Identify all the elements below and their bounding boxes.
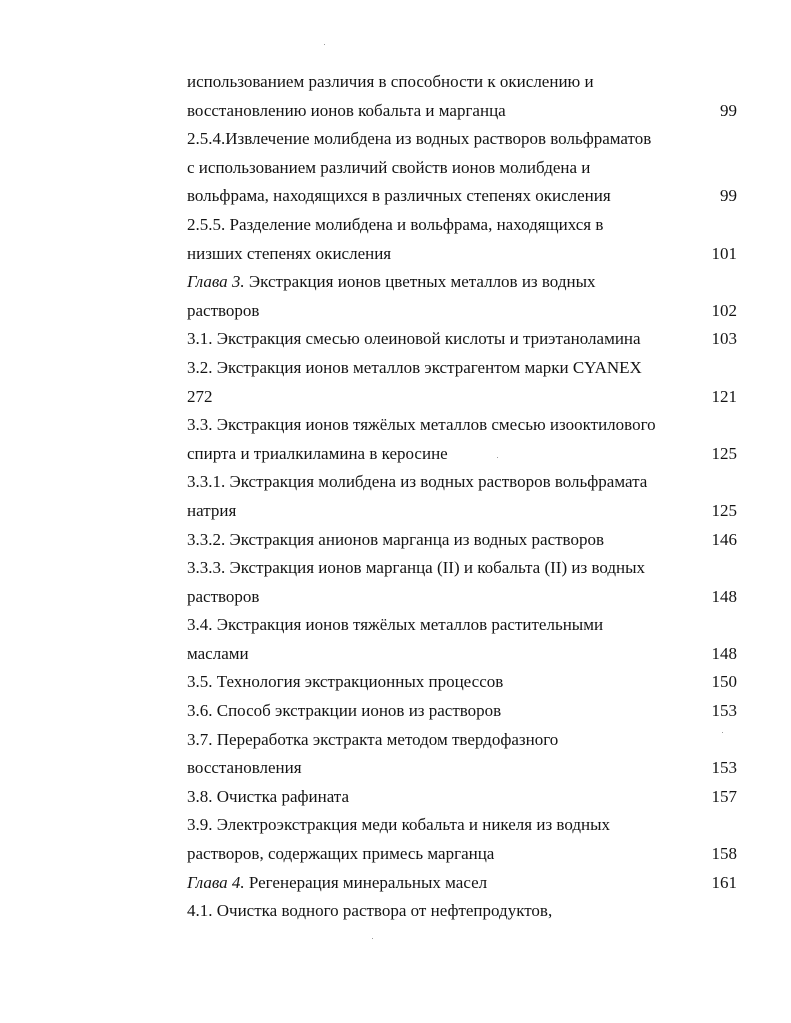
toc-line-text: 3.5. Технология экстракционных процессов (187, 672, 504, 692)
toc-entry (187, 268, 737, 325)
toc-line-text: растворов (187, 300, 260, 320)
toc-line-text: 3.3. Экстракция ионов тяжёлых металлов смесью изооктилового (187, 415, 656, 435)
toc-line (187, 640, 737, 669)
toc-line (187, 125, 737, 154)
table-of-contents (187, 68, 737, 926)
toc-line-text: 3.8. Очистка рафината (187, 786, 349, 806)
page-number: 148 (711, 643, 737, 663)
toc-line-text: натрия (187, 500, 237, 520)
toc-entry (187, 354, 737, 411)
toc-line (187, 897, 737, 926)
page-number: 125 (711, 500, 737, 520)
toc-line (187, 383, 737, 412)
toc-line-text: 3.3.3. Экстракция ионов марганца (II) и кобальта (II) из водных (187, 558, 646, 578)
page-number: 146 (711, 529, 737, 549)
toc-line (187, 154, 737, 183)
toc-line-text: Экстракция ионов цветных металлов из водных (244, 272, 596, 292)
page-number: 161 (711, 872, 737, 892)
toc-line (187, 811, 737, 840)
toc-line-text: 4.1. Очистка водного раствора от нефтепродуктов, (187, 901, 553, 921)
toc-line (187, 554, 737, 583)
page-number: 102 (711, 300, 737, 320)
toc-line-text: восстановлению ионов кобальта и марганца (187, 100, 506, 120)
toc-line (187, 840, 737, 869)
page-number: 101 (711, 243, 737, 263)
page-number: 148 (711, 586, 737, 606)
toc-line-text: 3.3.2. Экстракция анионов марганца из водных растворов (187, 529, 604, 549)
page-number: 99 (720, 186, 737, 206)
toc-line (187, 611, 737, 640)
toc-line (187, 268, 737, 297)
page-number: 150 (711, 672, 737, 692)
toc-entry (187, 325, 737, 354)
toc-line (187, 354, 737, 383)
toc-line (187, 754, 737, 783)
toc-line (187, 182, 737, 211)
toc-line (187, 697, 737, 726)
toc-line (187, 497, 737, 526)
toc-entry (187, 411, 737, 468)
toc-line (187, 297, 737, 326)
toc-line-text: маслами (187, 643, 249, 663)
toc-line-text: 3.7. Переработка экстракта методом твердофазного (187, 729, 559, 749)
page-number: 158 (711, 844, 737, 864)
toc-entry (187, 468, 737, 525)
page-number: 153 (711, 701, 737, 721)
chapter-label: Глава 3. (187, 272, 245, 292)
toc-line-text: низших степенях окисления (187, 243, 392, 263)
toc-entry (187, 697, 737, 726)
page-number: 153 (711, 758, 737, 778)
toc-line-text: 3.9. Электроэкстракция меди кобальта и никеля из водных (187, 815, 611, 835)
toc-entry (187, 68, 737, 125)
page-number: 157 (711, 786, 737, 806)
toc-entry (187, 869, 737, 898)
toc-entry (187, 554, 737, 611)
toc-entry (187, 526, 737, 555)
toc-entry (187, 668, 737, 697)
toc-entry (187, 783, 737, 812)
toc-line (187, 668, 737, 697)
toc-line (187, 440, 737, 469)
toc-line-text: вольфрама, находящихся в различных степенях окисления (187, 186, 611, 206)
toc-line-text: Регенерация минеральных масел (244, 872, 488, 892)
page-number: 99 (720, 100, 737, 120)
toc-line (187, 583, 737, 612)
toc-line-text: 2.5.5. Разделение молибдена и вольфрама, находящихся в (187, 214, 604, 234)
toc-entry (187, 726, 737, 783)
toc-line-text: 3.2. Экстракция ионов металлов экстрагентом марки CYANEX (187, 357, 642, 377)
toc-line-text: 272 (187, 386, 213, 406)
scan-speck (372, 938, 373, 939)
toc-line (187, 869, 737, 898)
toc-line (187, 783, 737, 812)
toc-line-text: спирта и триалкиламина в керосине (187, 443, 448, 463)
toc-line-text: 2.5.4.Извлечение молибдена из водных растворов вольфраматов (187, 129, 652, 149)
toc-line (187, 240, 737, 269)
toc-entry (187, 125, 737, 211)
toc-line-text: 3.3.1. Экстракция молибдена из водных растворов вольфрамата (187, 472, 648, 492)
toc-line-text: использованием различия в способности к окислению и (187, 72, 594, 91)
toc-entry (187, 611, 737, 668)
toc-line (187, 526, 737, 555)
toc-line-text: растворов, содержащих примесь марганца (187, 844, 495, 864)
chapter-label: Глава 4. (187, 872, 245, 892)
scan-speck (324, 44, 325, 45)
toc-line (187, 97, 737, 126)
page-number: 121 (711, 386, 737, 406)
toc-entry (187, 211, 737, 268)
toc-line-text: 3.6. Способ экстракции ионов из растворов (187, 701, 502, 721)
toc-line (187, 68, 737, 97)
toc-line-text: 3.1. Экстракция смесью олеиновой кислоты и триэтаноламина (187, 329, 641, 349)
page-number: 103 (711, 329, 737, 349)
toc-line (187, 468, 737, 497)
toc-line (187, 411, 737, 440)
page-number: 125 (711, 443, 737, 463)
toc-line (187, 325, 737, 354)
toc-entry (187, 811, 737, 868)
toc-entry (187, 897, 737, 926)
toc-line-text: 3.4. Экстракция ионов тяжёлых металлов растительными (187, 615, 604, 635)
toc-line-text: растворов (187, 586, 260, 606)
toc-line-text: восстановления (187, 758, 302, 778)
toc-line-text: с использованием различий свойств ионов молибдена и (187, 157, 591, 177)
toc-line (187, 726, 737, 755)
toc-line (187, 211, 737, 240)
